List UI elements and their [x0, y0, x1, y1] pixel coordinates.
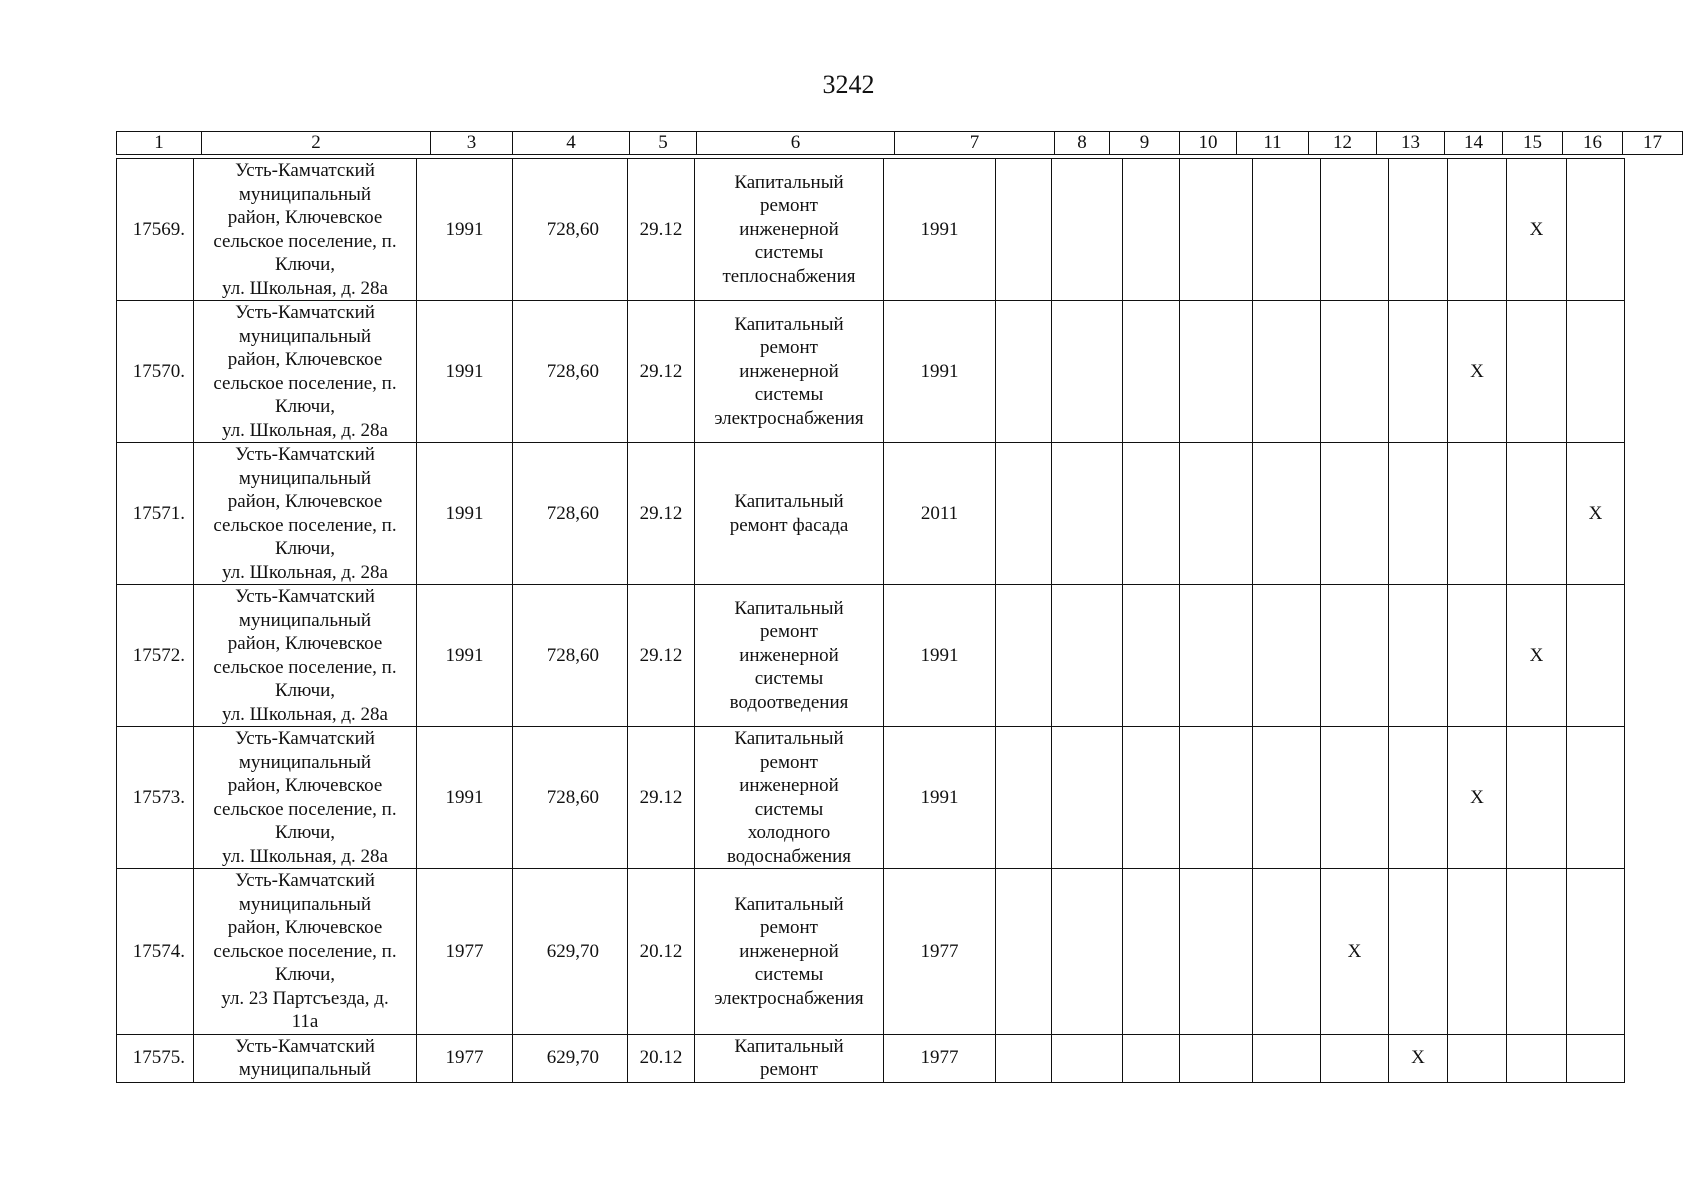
header-cell-11: 11 — [1237, 132, 1309, 155]
work-type-cell-line: инженерной — [739, 360, 839, 382]
area-cell: 629,70 — [513, 1034, 628, 1082]
col5-cell: 20.12 — [628, 1034, 695, 1082]
address-cell-line: муниципальный — [238, 1059, 372, 1080]
empty-cell-13 — [1321, 1034, 1389, 1082]
empty-cell-10 — [1123, 301, 1180, 443]
col7-cell: 2011 — [884, 443, 996, 585]
empty-cell-8 — [996, 869, 1052, 1035]
work-type-cell-line: Капитальный — [734, 491, 844, 512]
empty-cell-9 — [1052, 1034, 1123, 1082]
address-cell-line: Усть-Камчатский — [235, 870, 375, 891]
year-cell: 1991 — [417, 443, 513, 585]
table-row — [117, 727, 1625, 869]
work-type-cell-line: ремонт фасада — [729, 514, 849, 536]
address-cell-line: район, Ключевское — [227, 349, 383, 370]
address-cell-line: муниципальный — [238, 893, 372, 915]
work-type-cell-line: Капитальный — [734, 1035, 844, 1057]
work-type-cell-line: системы — [754, 964, 824, 985]
work-type-cell-line: инженерной — [739, 940, 839, 962]
empty-cell-16 — [1507, 443, 1567, 585]
empty-cell-12 — [1253, 727, 1321, 869]
address-cell — [194, 1034, 417, 1082]
empty-cell-15 — [1448, 159, 1507, 301]
header-cell-15: 15 — [1503, 132, 1563, 155]
data-table — [116, 158, 1625, 1083]
address-cell-line: Ключи, — [274, 964, 336, 985]
row-id: 17572. — [117, 585, 194, 727]
header-cell-10: 10 — [1180, 132, 1237, 155]
work-type-cell-line: ремонт — [760, 917, 818, 938]
address-cell — [194, 159, 417, 301]
address-cell-line: район, Ключевское — [227, 491, 383, 512]
area-cell: 728,60 — [513, 159, 628, 301]
address-cell-line: муниципальный — [238, 325, 372, 347]
empty-cell-16 — [1507, 727, 1567, 869]
address-cell — [194, 443, 417, 585]
table-row — [117, 301, 1625, 443]
work-type-cell-line: теплоснабжения — [722, 265, 856, 287]
work-type-cell-line: ремонт — [760, 195, 818, 217]
empty-cell-13 — [1321, 443, 1389, 585]
empty-cell-10 — [1123, 727, 1180, 869]
empty-cell-11 — [1180, 159, 1253, 301]
empty-cell-13 — [1321, 159, 1389, 301]
empty-cell-8 — [996, 301, 1052, 443]
empty-cell-9 — [1052, 869, 1123, 1035]
col7-cell: 1991 — [884, 159, 996, 301]
address-cell — [194, 727, 417, 869]
empty-cell-10 — [1123, 159, 1180, 301]
work-type-cell-line: системы — [754, 798, 824, 820]
table-row — [117, 159, 1625, 301]
work-type-cell-line: системы — [754, 384, 824, 406]
address-cell-line: ул. Школьная, д. 28а — [222, 561, 388, 583]
address-cell-line: ул. Школьная, д. 28а — [222, 703, 388, 725]
empty-cell-12 — [1253, 585, 1321, 727]
x-mark-cell: X — [1389, 1034, 1448, 1082]
work-type-cell-line: ремонт — [760, 751, 818, 773]
address-cell-line: Ключи, — [274, 396, 336, 417]
work-type-cell — [695, 443, 884, 585]
header-cell-14: 14 — [1445, 132, 1503, 155]
empty-cell-11 — [1180, 443, 1253, 585]
table-row — [117, 443, 1625, 585]
address-cell-line: сельское поселение, п. — [213, 230, 397, 252]
address-cell-line: муниципальный — [238, 751, 372, 773]
table-row — [117, 1034, 1625, 1082]
empty-cell-17 — [1567, 159, 1625, 301]
empty-cell-15 — [1448, 869, 1507, 1035]
empty-cell-17 — [1567, 585, 1625, 727]
work-type-cell-line: инженерной — [739, 775, 839, 796]
address-cell — [194, 585, 417, 727]
x-mark-cell: X — [1448, 301, 1507, 443]
address-cell-line: Усть-Камчатский — [235, 728, 375, 749]
year-cell: 1991 — [417, 585, 513, 727]
x-mark-cell: X — [1321, 869, 1389, 1035]
empty-cell-9 — [1052, 585, 1123, 727]
header-cell-7: 7 — [895, 132, 1055, 155]
work-type-cell — [695, 159, 884, 301]
col7-cell: 1991 — [884, 727, 996, 869]
x-mark-cell: X — [1507, 159, 1567, 301]
address-cell-line: сельское поселение, п. — [213, 940, 397, 962]
work-type-cell — [695, 869, 884, 1035]
empty-cell-17 — [1567, 301, 1625, 443]
header-cell-2: 2 — [202, 132, 431, 155]
work-type-cell-line: Капитальный — [734, 313, 844, 335]
empty-cell-8 — [996, 727, 1052, 869]
empty-cell-11 — [1180, 585, 1253, 727]
empty-cell-11 — [1180, 1034, 1253, 1082]
empty-cell-15 — [1448, 1034, 1507, 1082]
x-mark-cell: X — [1507, 585, 1567, 727]
work-type-cell — [695, 301, 884, 443]
address-cell-line: ул. Школьная, д. 28а — [222, 277, 388, 299]
address-cell-line: ул. Школьная, д. 28а — [222, 845, 388, 867]
empty-cell-8 — [996, 159, 1052, 301]
work-type-cell-line: системы — [754, 668, 824, 690]
area-cell: 728,60 — [513, 301, 628, 443]
empty-cell-9 — [1052, 159, 1123, 301]
empty-cell-14 — [1389, 727, 1448, 869]
header-cell-16: 16 — [1563, 132, 1623, 155]
empty-cell-14 — [1389, 585, 1448, 727]
work-type-cell-line: водоотведения — [729, 691, 849, 713]
header-cell-5: 5 — [630, 132, 697, 155]
empty-cell-12 — [1253, 159, 1321, 301]
x-mark-cell: X — [1567, 443, 1625, 585]
empty-cell-17 — [1567, 1034, 1625, 1082]
address-cell-line: район, Ключевское — [227, 775, 383, 796]
col7-cell: 1977 — [884, 869, 996, 1035]
empty-cell-16 — [1507, 1034, 1567, 1082]
header-cell-13: 13 — [1377, 132, 1445, 155]
empty-cell-13 — [1321, 585, 1389, 727]
area-cell: 728,60 — [513, 727, 628, 869]
header-cell-12: 12 — [1309, 132, 1377, 155]
header-row — [117, 132, 1683, 155]
col7-cell: 1991 — [884, 585, 996, 727]
address-cell-line: Усть-Камчатский — [235, 444, 375, 465]
year-cell: 1991 — [417, 301, 513, 443]
empty-cell-12 — [1253, 443, 1321, 585]
work-type-cell-line: инженерной — [739, 218, 839, 240]
header-cell-8: 8 — [1055, 132, 1110, 155]
address-cell-line: Ключи, — [274, 680, 336, 701]
empty-cell-12 — [1253, 301, 1321, 443]
empty-cell-15 — [1448, 443, 1507, 585]
empty-cell-8 — [996, 443, 1052, 585]
address-cell-line: район, Ключевское — [227, 207, 383, 228]
row-id: 17574. — [117, 869, 194, 1035]
table-row — [117, 869, 1625, 1035]
year-cell: 1977 — [417, 1034, 513, 1082]
empty-cell-11 — [1180, 869, 1253, 1035]
header-cell-1: 1 — [117, 132, 202, 155]
address-cell-line: ул. 23 Партсъезда, д. — [221, 987, 389, 1009]
col5-cell: 29.12 — [628, 727, 695, 869]
col7-cell: 1991 — [884, 301, 996, 443]
address-cell-line: Ключи, — [274, 254, 336, 275]
row-id: 17570. — [117, 301, 194, 443]
work-type-cell-line: системы — [754, 242, 824, 264]
empty-cell-12 — [1253, 869, 1321, 1035]
empty-cell-9 — [1052, 301, 1123, 443]
work-type-cell-line: инженерной — [739, 644, 839, 666]
empty-cell-14 — [1389, 869, 1448, 1035]
area-cell: 728,60 — [513, 443, 628, 585]
empty-cell-8 — [996, 585, 1052, 727]
address-cell — [194, 869, 417, 1035]
empty-cell-10 — [1123, 443, 1180, 585]
address-cell-line: муниципальный — [238, 183, 372, 205]
row-id: 17573. — [117, 727, 194, 869]
col5-cell: 29.12 — [628, 443, 695, 585]
address-cell-line: Усть-Камчатский — [235, 1035, 375, 1057]
address-cell-line: район, Ключевское — [227, 917, 383, 938]
work-type-cell-line: электроснабжения — [714, 987, 864, 1009]
col5-cell: 20.12 — [628, 869, 695, 1035]
empty-cell-17 — [1567, 727, 1625, 869]
empty-cell-17 — [1567, 869, 1625, 1035]
header-cell-4: 4 — [513, 132, 630, 155]
year-cell: 1991 — [417, 727, 513, 869]
address-cell-line: сельское поселение, п. — [213, 514, 397, 536]
empty-cell-9 — [1052, 727, 1123, 869]
empty-cell-16 — [1507, 301, 1567, 443]
empty-cell-10 — [1123, 585, 1180, 727]
empty-cell-13 — [1321, 727, 1389, 869]
row-id: 17569. — [117, 159, 194, 301]
address-cell-line: 11а — [291, 1011, 319, 1032]
address-cell-line: сельское поселение, п. — [213, 656, 397, 678]
work-type-cell-line: Капитальный — [734, 893, 844, 915]
work-type-cell — [695, 727, 884, 869]
work-type-cell-line: ремонт — [760, 1059, 818, 1080]
work-type-cell — [695, 1034, 884, 1082]
work-type-cell-line: ремонт — [760, 337, 818, 359]
col7-cell: 1977 — [884, 1034, 996, 1082]
empty-cell-14 — [1389, 443, 1448, 585]
address-cell-line: муниципальный — [238, 467, 372, 489]
col5-cell: 29.12 — [628, 585, 695, 727]
work-type-cell-line: Капитальный — [734, 597, 844, 619]
address-cell-line: Усть-Камчатский — [235, 302, 375, 323]
page-number: 3242 — [822, 70, 875, 99]
empty-cell-11 — [1180, 301, 1253, 443]
empty-cell-13 — [1321, 301, 1389, 443]
header-cell-9: 9 — [1110, 132, 1180, 155]
header-cell-17: 17 — [1623, 132, 1683, 155]
row-id: 17575. — [117, 1034, 194, 1082]
empty-cell-8 — [996, 1034, 1052, 1082]
empty-cell-12 — [1253, 1034, 1321, 1082]
table-row — [117, 585, 1625, 727]
address-cell-line: сельское поселение, п. — [213, 372, 397, 394]
address-cell-line: муниципальный — [238, 609, 372, 631]
address-cell-line: Ключи, — [274, 822, 336, 843]
empty-cell-14 — [1389, 301, 1448, 443]
work-type-cell — [695, 585, 884, 727]
x-mark-cell: X — [1448, 727, 1507, 869]
address-cell-line: Усть-Камчатский — [235, 586, 375, 607]
empty-cell-9 — [1052, 443, 1123, 585]
work-type-cell-line: электроснабжения — [714, 407, 864, 429]
col5-cell: 29.12 — [628, 159, 695, 301]
work-type-cell-line: ремонт — [760, 621, 818, 643]
column-number-header — [116, 131, 1683, 155]
work-type-cell-line: Капитальный — [734, 171, 844, 193]
year-cell: 1991 — [417, 159, 513, 301]
header-cell-3: 3 — [431, 132, 513, 155]
work-type-cell-line: холодного — [747, 822, 831, 843]
address-cell-line: Ключи, — [274, 538, 336, 559]
row-id: 17571. — [117, 443, 194, 585]
work-type-cell-line: Капитальный — [734, 728, 844, 749]
year-cell: 1977 — [417, 869, 513, 1035]
empty-cell-10 — [1123, 869, 1180, 1035]
address-cell-line: ул. Школьная, д. 28а — [222, 419, 388, 441]
empty-cell-10 — [1123, 1034, 1180, 1082]
header-cell-6: 6 — [697, 132, 895, 155]
address-cell — [194, 301, 417, 443]
work-type-cell-line: водоснабжения — [726, 845, 852, 867]
address-cell-line: сельское поселение, п. — [213, 798, 397, 820]
empty-cell-16 — [1507, 869, 1567, 1035]
empty-cell-15 — [1448, 585, 1507, 727]
empty-cell-11 — [1180, 727, 1253, 869]
area-cell: 728,60 — [513, 585, 628, 727]
empty-cell-14 — [1389, 159, 1448, 301]
address-cell-line: Усть-Камчатский — [235, 160, 375, 181]
area-cell: 629,70 — [513, 869, 628, 1035]
address-cell-line: район, Ключевское — [227, 633, 383, 654]
col5-cell: 29.12 — [628, 301, 695, 443]
